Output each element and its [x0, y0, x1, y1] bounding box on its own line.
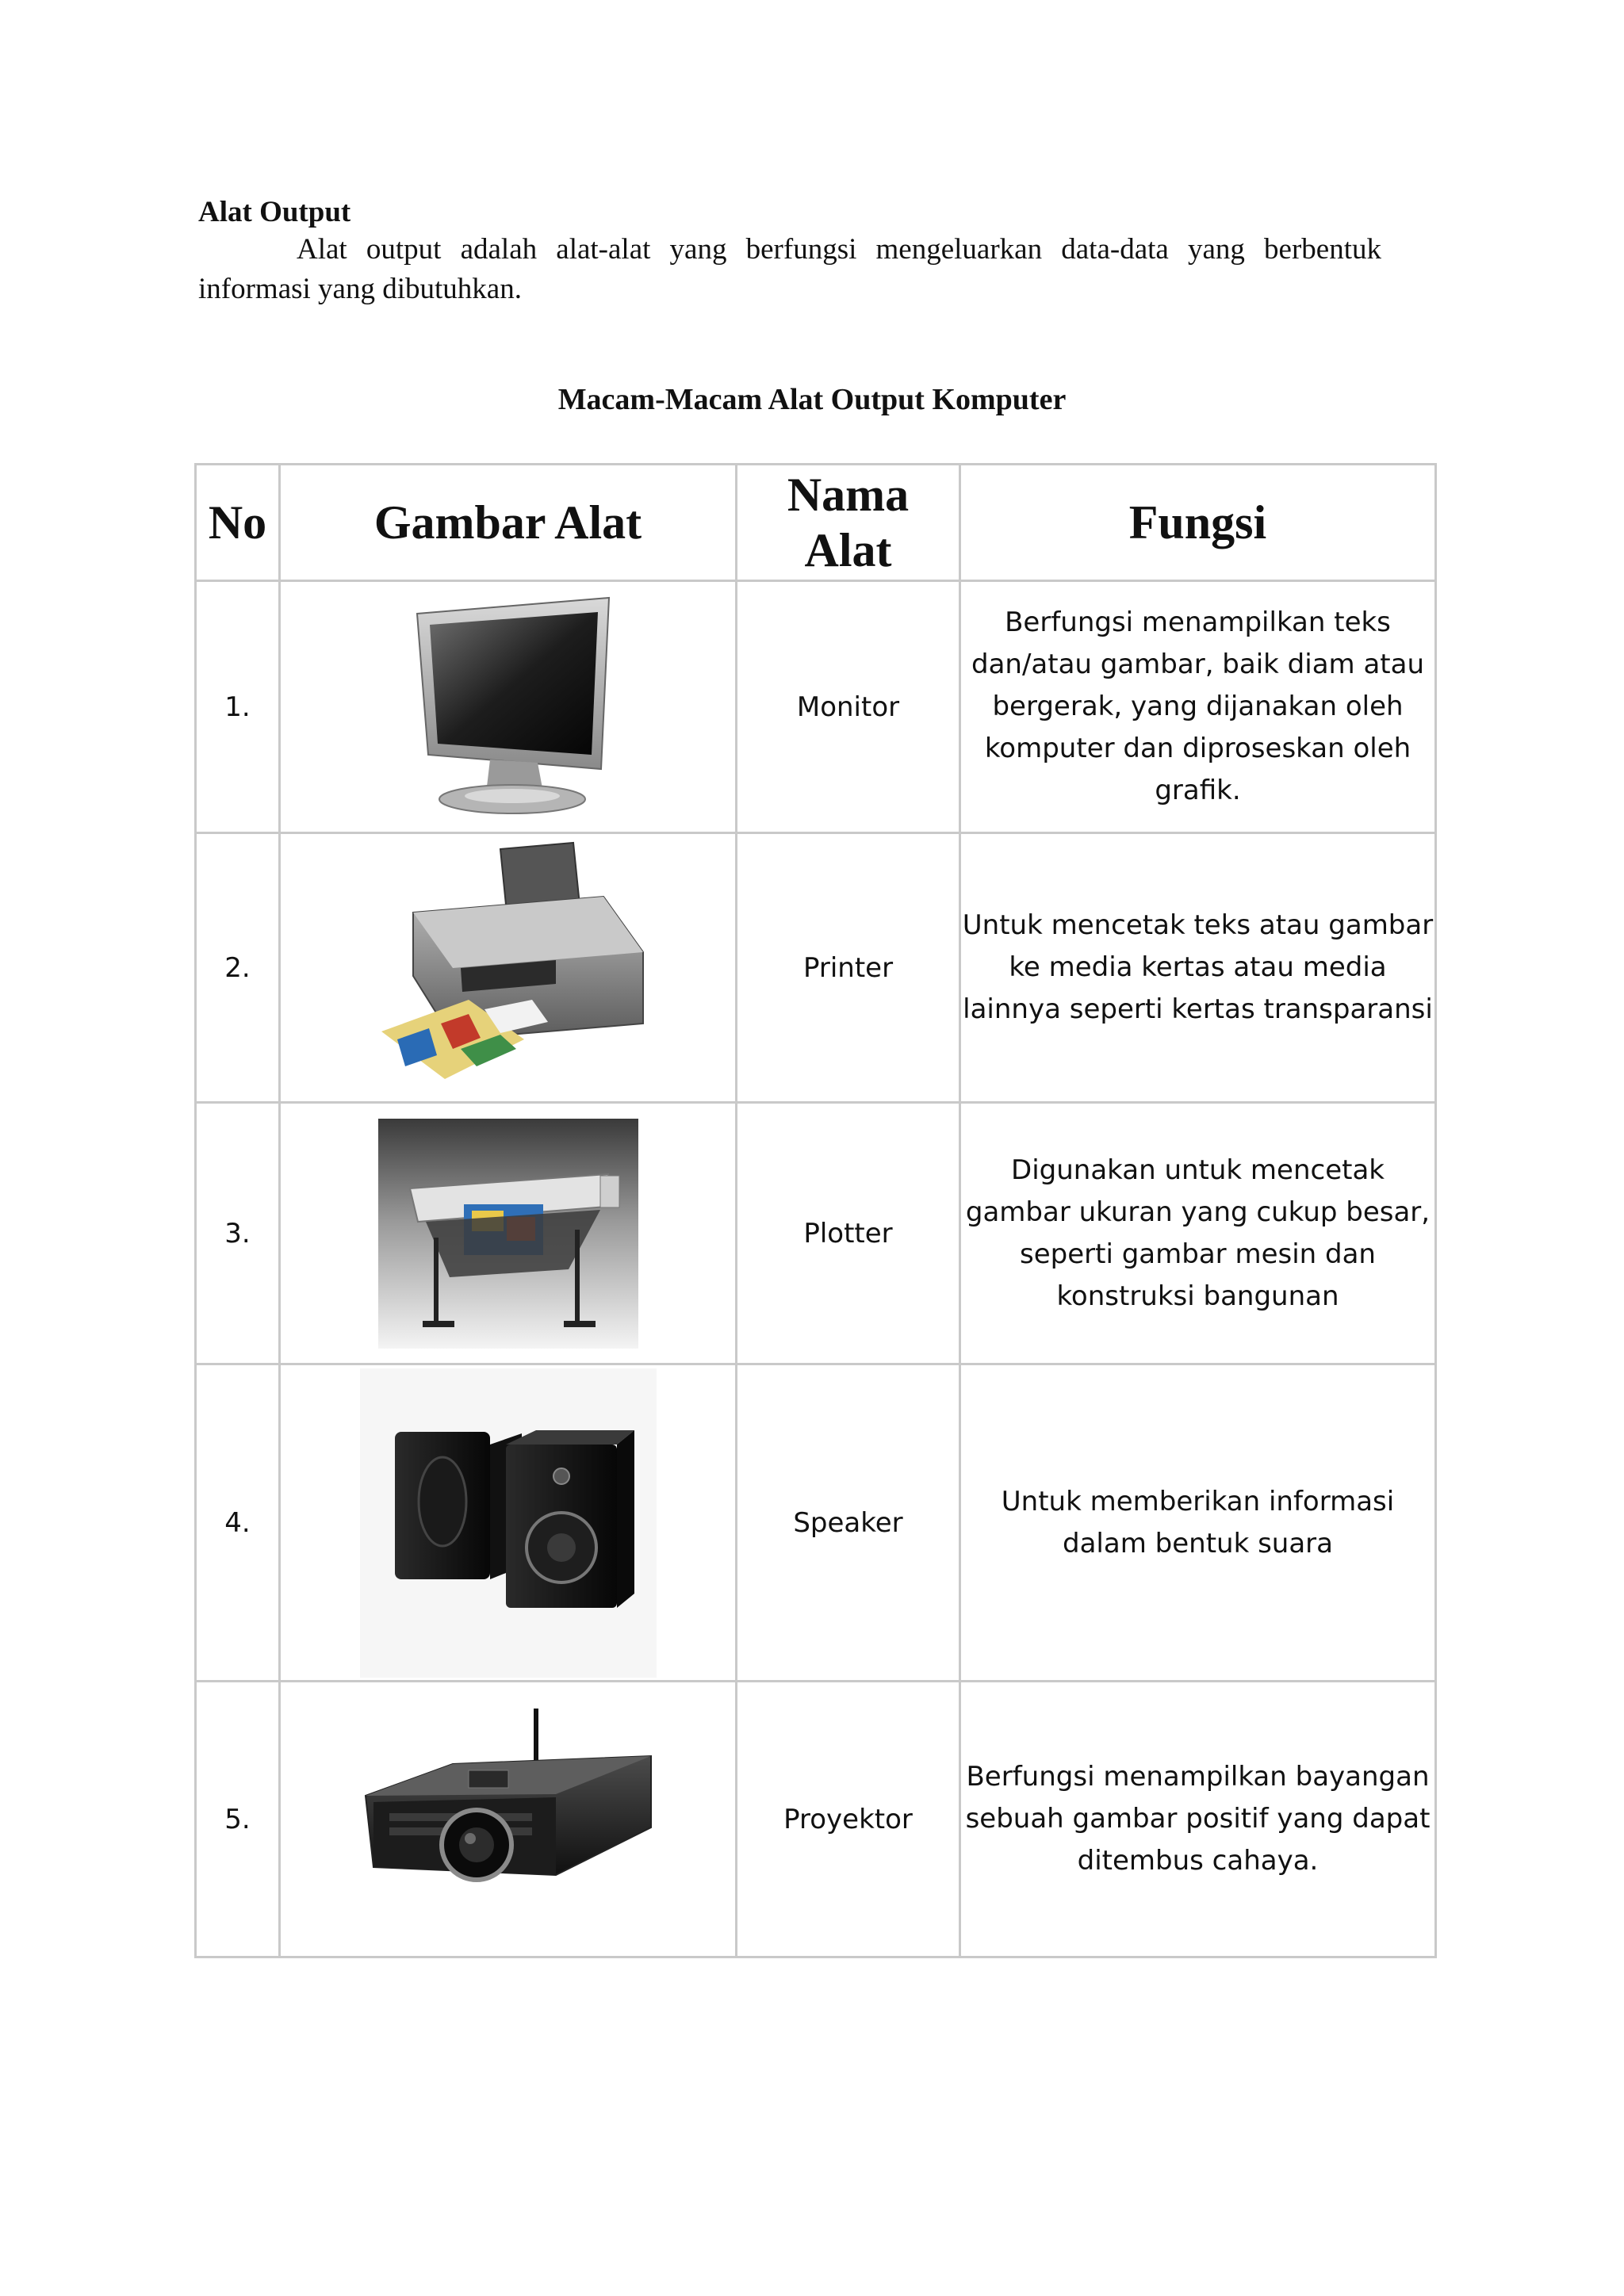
- row-image-cell: [280, 833, 737, 1103]
- row-image-cell: [280, 1364, 737, 1682]
- table-row: [196, 1364, 1436, 1682]
- row-image-cell: [280, 581, 737, 833]
- row-image-cell: [280, 1103, 737, 1364]
- monitor-image: [393, 596, 623, 818]
- row-function: Digunakan untuk mencetak gambar ukuran yang cukup besar, seperti gambar mesin dan konstruksi bangunan: [960, 1103, 1436, 1364]
- row-device-name: Printer: [737, 833, 960, 1103]
- row-device-name: Plotter: [737, 1103, 960, 1364]
- row-function: Untuk mencetak teks atau gambar ke media kertas atau media lainnya seperti kertas transparansi: [960, 833, 1436, 1103]
- row-number: 4.: [196, 1364, 280, 1682]
- intro-paragraph: Alat output adalah alat-alat yang berfungsi mengeluarkan data-data yang berbentuk informasi yang dibutuhkan.: [198, 233, 1381, 305]
- table-row: [196, 833, 1436, 1103]
- output-devices-table: [194, 463, 1437, 1958]
- row-function: Berfungsi menampilkan bayangan sebuah gambar positif yang dapat ditembus cahaya.: [960, 1682, 1436, 1957]
- section-heading: Alat Output: [198, 196, 351, 228]
- header-fungsi: Fungsi: [960, 465, 1436, 581]
- row-device-name: Monitor: [737, 581, 960, 833]
- header-gambar-alat: Gambar Alat: [280, 465, 737, 581]
- header-nama-alat-label: Nama Alat: [787, 469, 910, 576]
- row-device-name: Proyektor: [737, 1682, 960, 1957]
- row-function: Untuk memberikan informasi dalam bentuk suara: [960, 1364, 1436, 1682]
- row-device-name: Speaker: [737, 1364, 960, 1682]
- table-row: [196, 581, 1436, 833]
- table-row: [196, 1682, 1436, 1957]
- header-no: No: [196, 465, 280, 581]
- table-row: [196, 1103, 1436, 1364]
- table-header-row: [196, 465, 1436, 581]
- speaker-image: [360, 1368, 657, 1678]
- row-number: 5.: [196, 1682, 280, 1957]
- table-title: Macam-Macam Alat Output Komputer: [557, 383, 1067, 416]
- plotter-image: [378, 1119, 638, 1349]
- row-function: Berfungsi menampilkan teks dan/atau gambar, baik diam atau bergerak, yang dijanakan oleh komputer dan diproseskan oleh grafik.: [960, 581, 1436, 833]
- header-nama-alat: [737, 465, 960, 581]
- row-number: 3.: [196, 1103, 280, 1364]
- row-image-cell: [280, 1682, 737, 1957]
- row-number: 2.: [196, 833, 280, 1103]
- printer-image: [366, 841, 651, 1095]
- row-number: 1.: [196, 581, 280, 833]
- projector-image: [358, 1709, 659, 1931]
